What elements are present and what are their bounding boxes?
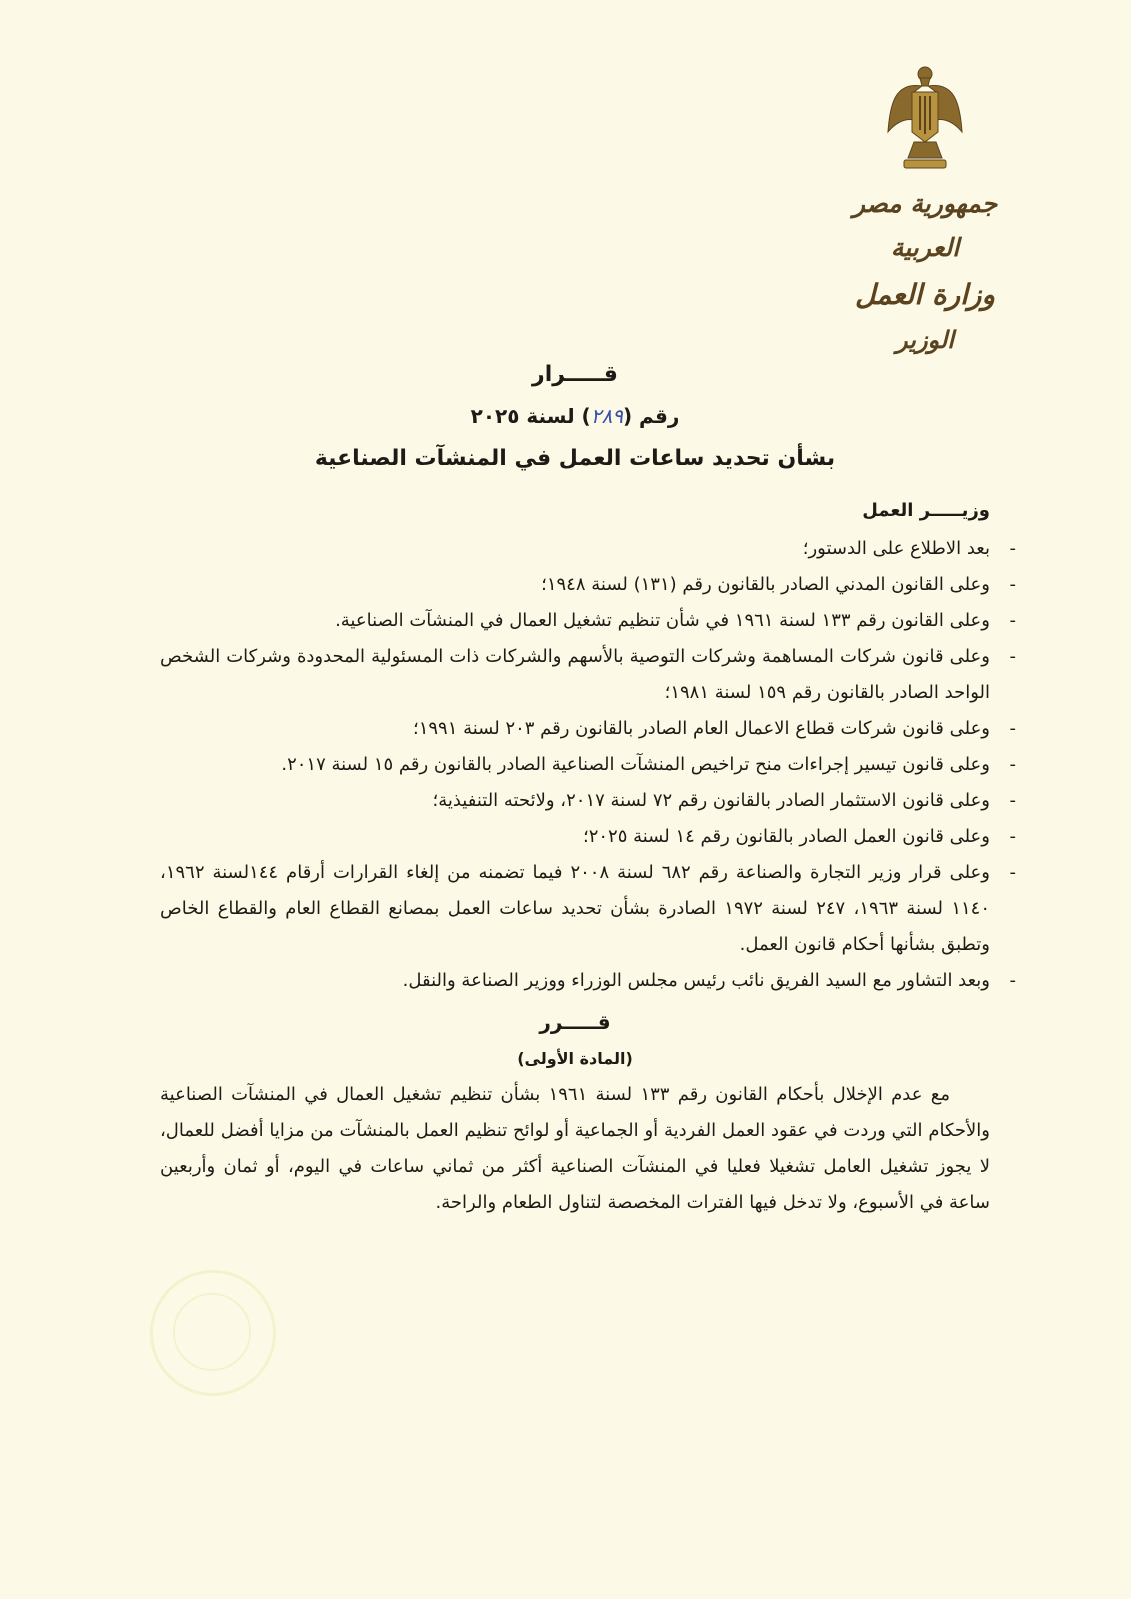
preamble-item: - وعلى القانون المدني الصادر بالقانون رقم (١٣١) لسنة ١٩٤٨؛ <box>541 574 1016 595</box>
preamble-item: - بعد الاطلاع على الدستور؛ <box>802 538 1016 559</box>
decree-number-prefix: رقم ( <box>622 404 680 428</box>
letterhead-country: جمهورية مصر العربية <box>852 189 998 262</box>
decree-document <box>160 355 1016 1221</box>
decision-heading: قـــــرر <box>539 1010 611 1034</box>
faint-seal-stamp <box>150 1270 276 1396</box>
preamble-item: - وبعد التشاور مع السيد الفريق نائب رئيس مجلس الوزراء ووزير الصناعة والنقل. <box>402 970 1016 991</box>
preamble-item: - وعلى قانون الاستثمار الصادر بالقانون رقم ٧٢ لسنة ٢٠١٧، ولائحته التنفيذية؛ <box>432 790 1016 811</box>
preamble-list <box>160 531 1016 999</box>
article-title: (المادة الأولى) <box>517 1049 633 1068</box>
eagle-emblem-icon <box>886 62 964 172</box>
letterhead <box>815 182 1035 360</box>
preamble-item: - وعلى قانون العمل الصادر بالقانون رقم ١٤ لسنة ٢٠٢٥؛ <box>582 826 1016 847</box>
decree-number <box>160 395 990 437</box>
preamble-item: - وعلى قانون تيسير إجراءات منح تراخيص المنشآت الصناعية الصادر بالقانون رقم ١٥ لسنة ٢٠١٧. <box>281 754 1016 775</box>
decree-subject: بشأن تحديد ساعات العمل في المنشآت الصناعية <box>314 446 836 471</box>
decree-heading: قـــــرار <box>532 362 618 387</box>
article-text: مع عدم الإخلال بأحكام القانون رقم ١٣٣ لسنة ١٩٦١ بشأن تنظيم تشغيل العمال في المنشآت الصناعية والأحكام التي وردت في عقود العمل الفردية أو الجماعية أو لوائح تنظيم العمل بالمنشآت من مزايا أفضل للعمال، لا يجوز تشغيل العامل تشغيلا فعليا في المنشآت الصناعية أكثر من ثماني ساعات في اليوم، أو ثمان وأربعين ساعة في الأسبوع، ولا تدخل فيها الفترات المخصصة لتناول الطعام والراحة. <box>160 1084 990 1213</box>
letterhead-ministry: وزارة العمل <box>855 278 995 311</box>
handwritten-number: ٢٨٩ <box>590 404 623 428</box>
preamble-item: - وعلى القانون رقم ١٣٣ لسنة ١٩٦١ في شأن تنظيم تشغيل العمال في المنشآت الصناعية. <box>335 610 1016 631</box>
decree-issuer: وزيـــــر العمل <box>862 500 990 521</box>
preamble-item: - وعلى قانون شركات قطاع الاعمال العام الصادر بالقانون رقم ٢٠٣ لسنة ١٩٩١؛ <box>412 718 1016 739</box>
decree-year: ) لسنة ٢٠٢٥ <box>470 404 591 428</box>
letterhead-office: الوزير <box>896 325 954 354</box>
preamble-item: - وعلى قانون شركات المساهمة وشركات التوصية بالأسهم والشركات ذات المسئولية المحدودة وشركات الشخص الواحد الصادر بالقانون رقم ١٥٩ لسنة ١٩٨١؛ <box>160 646 1016 703</box>
preamble-item: - وعلى قرار وزير التجارة والصناعة رقم ٦٨٢ لسنة ٢٠٠٨ فيما تضمنه من إلغاء القرارات أرقام ١٤٤لسنة ١٩٦٢، ١١٤٠ لسنة ١٩٦٣، ٢٤٧ لسنة ١٩٧٢ الصادرة بشأن تحديد ساعات العمل بمصانع القطاع العام والقطاع الخاص وتطبق بشأنها أحكام قانون العمل. <box>160 862 1016 955</box>
